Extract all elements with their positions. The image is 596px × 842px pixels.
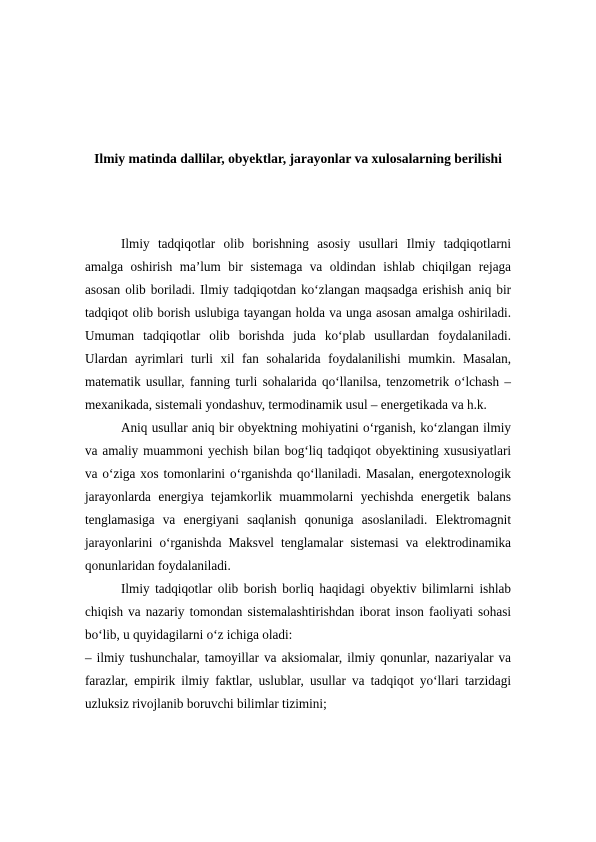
document-title: Ilmiy matinda dallilar, obyektlar, jarayonlar va xulosalarning berilishi	[94, 151, 502, 166]
paragraph-exact-methods: Aniq usullar aniq bir obyektning mohiyatini o‘rganish, ko‘zlangan ilmiy va amaliy muammoni yechish bilan bog‘liq tadqiqot obyektining xususiyatlari va o‘ziga xos tomonlarini o‘rganishda qo‘llaniladi. Masalan, energotexnologik jarayonlarda energiya tejamkorlik muammolarni yechishda energetik balans tenglamasiga va energiyani saqlanish qonuniga asoslaniladi. Elektromagnit jarayonlarini o‘rganishda Maksvel tenglamalar sistemasi va elektrodinamika qonunlaridan foydalaniladi.	[85, 420, 511, 573]
list-item-knowledge-system: – ilmiy tushunchalar, tamoyillar va aksiomalar, ilmiy qonunlar, nazariyalar va farazlar, empirik ilmiy faktlar, uslublar, usullar va tadqiqot yo‘llari tarzidagi uzluksiz rivojlanib boruvchi bilimlar tizimini;	[85, 650, 511, 711]
document-body	[85, 232, 511, 715]
paragraph-research-definition: Ilmiy tadqiqotlar olib borish borliq haqidagi obyektiv bilimlarni ishlab chiqish va nazariy tomondan sistemalashtirishdan iborat inson faoliyati sohasi bo‘lib, u quyidagilarni o‘z ichiga oladi:	[85, 581, 511, 642]
paragraph-research-methods: Ilmiy tadqiqotlar olib borishning asosiy usullari Ilmiy tadqiqotlarni amalga oshirish ma’lum bir sistemaga va oldindan ishlab chiqilgan rejaga asosan olib boriladi. Ilmiy tadqiqotdan ko‘zlangan maqsadga erishish aniq bir tadqiqot olib borish uslubiga tayangan holda va unga asosan amalga oshiriladi. Umuman tadqiqotlar olib borishda juda ko‘plab usullardan foydalaniladi. Ulardan ayrimlari turli xil fan sohalarida foydalanilishi mumkin. Masalan, matematik usullar, fanning turli sohalarida qo‘llanilsa, tenzometrik o‘lchash – mexanikada, sistemali yondashuv, termodinamik usul – energetikada va h.k.	[85, 236, 511, 412]
